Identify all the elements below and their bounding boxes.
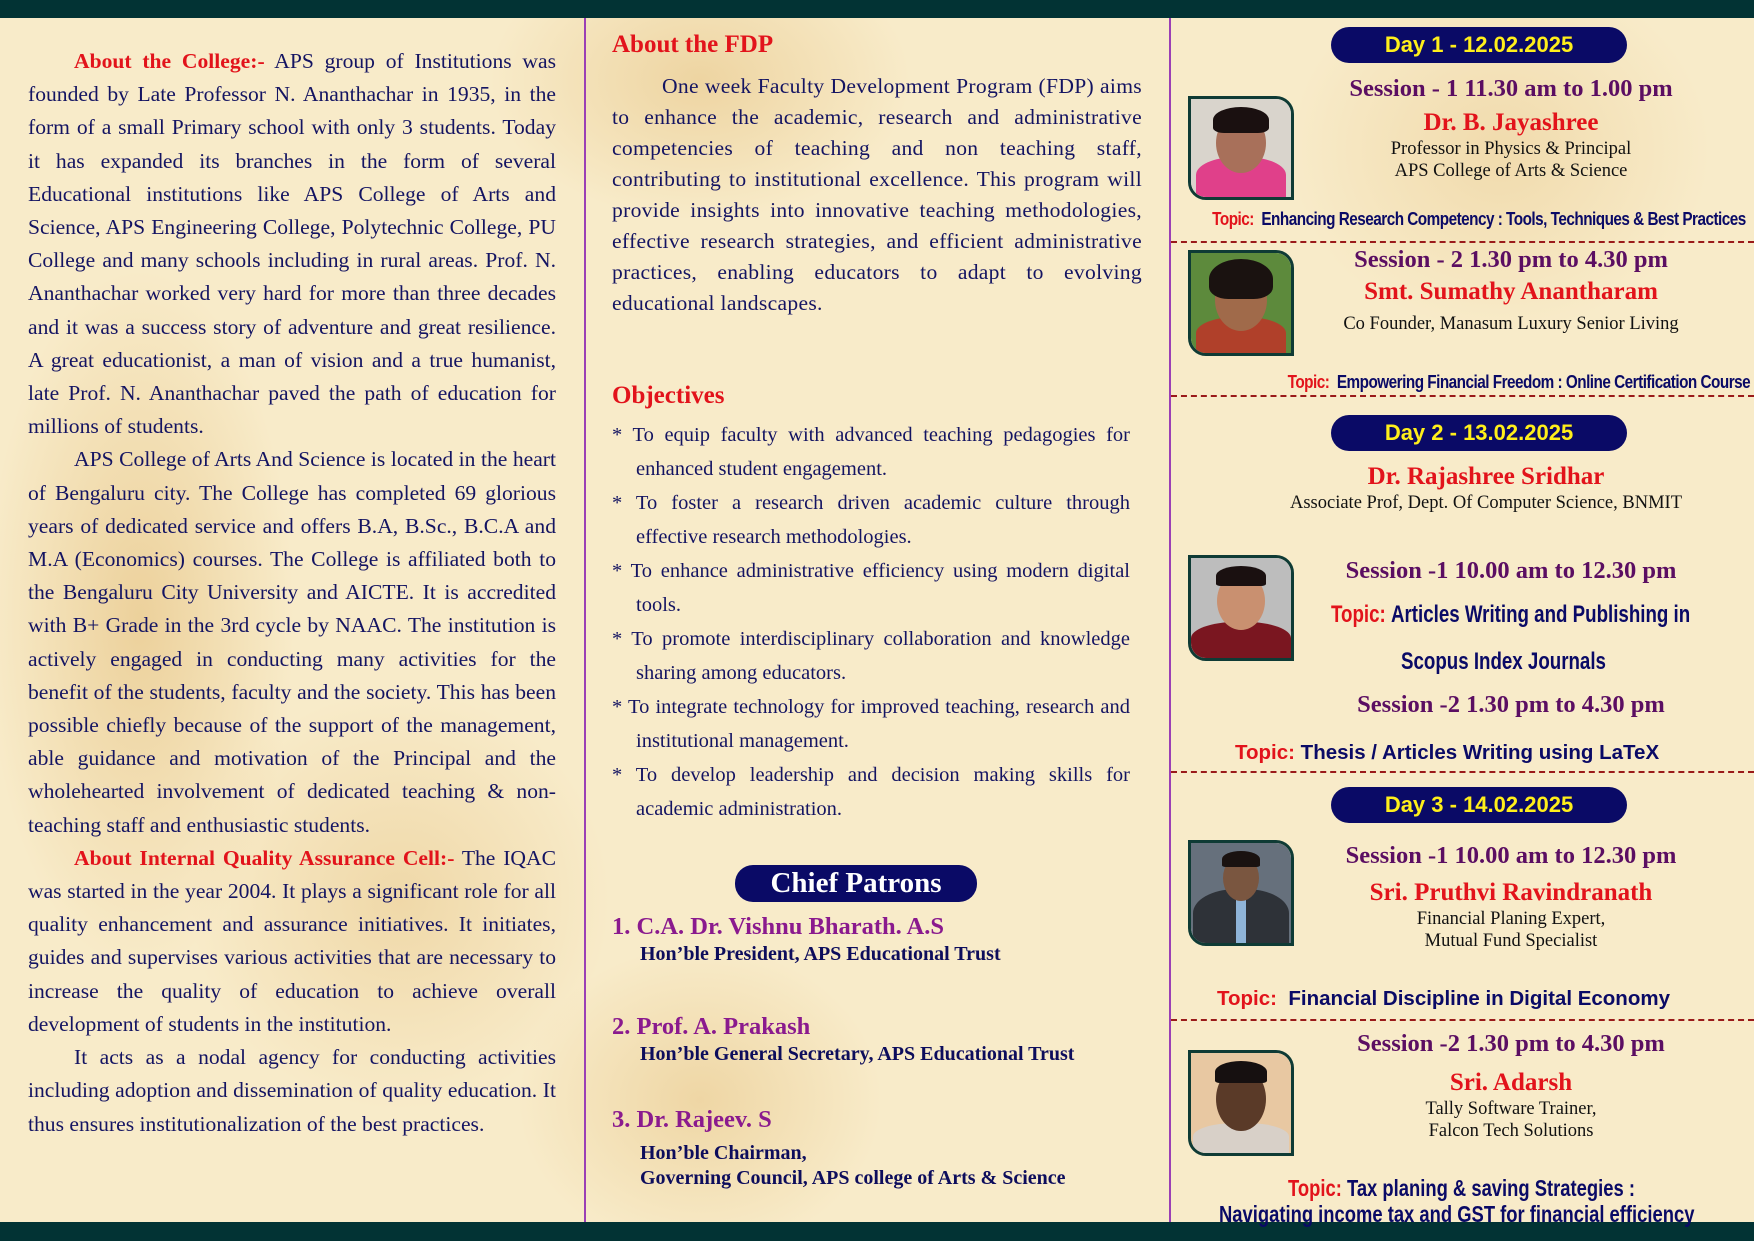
session-time: Session - 1 11.30 am to 1.00 pm: [1349, 75, 1673, 102]
day-3-badge: Day 3 - 14.02.2025: [1331, 787, 1627, 823]
session-time: Session -2 1.30 pm to 4.30 pm: [1357, 691, 1665, 718]
speaker-designation: Tally Software Trainer,: [1425, 1099, 1597, 1119]
patron-role-line2: Governing Council, APS college of Arts & Science: [640, 1167, 1066, 1189]
speaker-designation: Co Founder, Manasum Luxury Senior Living: [1343, 314, 1679, 334]
topic-text: Thesis / Articles Writing using LaTeX: [1300, 741, 1660, 764]
schedule-column: [1171, 18, 1754, 1227]
about-college-paragraph: [28, 45, 556, 443]
day2-session1: [1271, 556, 1751, 586]
day1-session2: [1271, 245, 1751, 335]
topic-label: Topic:: [1331, 601, 1386, 628]
about-college-text: [28, 45, 556, 1141]
section-divider: [1171, 771, 1754, 773]
topic-label: Topic:: [1212, 209, 1255, 229]
topic-label: Topic:: [1288, 1175, 1342, 1201]
patron-role: Hon’ble General Secretary, APS Educational Trust: [640, 1043, 1075, 1065]
about-college-body: APS group of Institutions was founded by Late Professor N. Ananthachar in 1935, in the form of a small Primary school with only 3 students. Today it has expanded its branches in the form of several Educational institutions like APS College of Arts and Science, APS Engineering College, Polytechnic College, PU College and many schools including in rural areas. Prof. N. Ananthachar worked very hard for more than three decades and it was a success story of adventure and great resilience. A great educationist, a man of vision and a true humanist, late Prof. N. Ananthachar paved the path of education for millions of students.: [28, 49, 557, 439]
day1-session1: [1271, 74, 1751, 182]
iqac-paragraph-2: It acts as a nodal agency for conducting activities including adoption and dissemination of quality education. It thus ensures institutionalization of the best practices.: [28, 1045, 556, 1136]
patron-name: 3. Dr. Rajeev. S: [612, 1106, 772, 1133]
day2-session2-topic: [1235, 741, 1659, 765]
section-divider: [1171, 395, 1754, 397]
about-column: [28, 18, 556, 1222]
session-time: Session -2 1.30 pm to 4.30 pm: [1357, 1030, 1665, 1057]
topic-text: Financial Discipline in Digital Economy: [1288, 987, 1670, 1010]
objective-item: * To enhance administrative efficiency using modern digital tools.: [612, 560, 1130, 616]
topic-text: Articles Writing and Publishing in: [1390, 601, 1691, 628]
topic-text: Tax planing & saving Strategies :: [1346, 1175, 1635, 1201]
about-iqac-heading: About Internal Quality Assurance Cell:-: [74, 845, 455, 870]
day2-session1-topic: [1331, 601, 1691, 629]
session-time: Session -1 10.00 am to 12.30 pm: [1345, 842, 1677, 869]
patron-name: 2. Prof. A. Prakash: [612, 1013, 811, 1040]
speaker-designation: Falcon Tech Solutions: [1428, 1121, 1594, 1141]
objective-item: * To promote interdisciplinary collaboration and knowledge sharing among educators.: [612, 628, 1130, 684]
topic-text: Empowering Financial Freedom : Online Certification Course: [1336, 372, 1750, 392]
speaker-designation: Associate Prof, Dept. Of Computer Science, BNMIT: [1289, 493, 1682, 513]
about-fdp-heading: About the FDP: [612, 31, 774, 58]
day3-session1-topic: [1217, 987, 1670, 1011]
speaker-designation: Financial Planing Expert,: [1416, 909, 1606, 929]
about-college-heading: About the College:-: [74, 49, 265, 73]
top-banner-bar: [0, 0, 1754, 18]
about-iqac-paragraph: [28, 842, 556, 1041]
objective-item: * To integrate technology for improved teaching, research and institutional management.: [612, 696, 1130, 752]
topic-text: Enhancing Research Competency : Tools, Techniques & Best Practices: [1261, 209, 1746, 229]
speaker-name: Sri. Adarsh: [1449, 1069, 1573, 1096]
day3-session2: [1271, 1029, 1751, 1142]
speaker-name: Smt. Sumathy Anantharam: [1364, 278, 1658, 305]
session-time: Session -1 10.00 am to 12.30 pm: [1345, 557, 1677, 584]
objective-item: * To develop leadership and decision making skills for academic administration.: [612, 764, 1130, 820]
patron-3: [612, 1105, 1142, 1191]
day2-speaker: [1231, 462, 1741, 514]
day3-session2-topic: [1288, 1175, 1635, 1202]
topic-label: Topic:: [1217, 987, 1277, 1010]
patron-2: [612, 1012, 1142, 1067]
objectives-list: [612, 418, 1130, 826]
session-time: Session - 2 1.30 pm to 4.30 pm: [1354, 246, 1668, 273]
day2-session2: [1271, 690, 1751, 720]
day3-session2-topic-line2: Navigating income tax and GST for financial efficiency: [1219, 1201, 1695, 1227]
about-fdp-text: One week Faculty Development Program (FDP) aims to enhance the academic, research and administrative competencies of teaching and non teaching staff, contributing to institutional excellence. This program will provide insights into innovative teaching methodologies, effective research strategies, and efficient administrative practices, enabling educators to adapt to evolving educational landscapes.: [612, 74, 1142, 315]
day-2-badge: Day 2 - 13.02.2025: [1331, 415, 1627, 451]
patron-role: Hon’ble President, APS Educational Trust: [640, 943, 1001, 965]
topic-label: Topic:: [1287, 372, 1330, 392]
day3-session1: [1271, 841, 1751, 952]
speaker-designation: Professor in Physics & Principal: [1390, 139, 1632, 159]
college-paragraph: APS College of Arts And Science is located in the heart of Bengaluru city. The College has completed 69 glorious years of dedicated service and offers B.A, B.Sc., B.C.A and M.A (Economics) courses. The College is affiliated both to the Bengaluru City University and AICTE. It is accredited with B+ Grade in the 3rd cycle by NAAC. The institution is actively engaged in conducting many activities for the benefit of the students, faculty and the society. This has been possible chiefly because of the support of the management, able guidance and motivation of the Principal and the wholehearted involvement of dedicated teaching & non-teaching staff and enthusiastic students.: [28, 447, 556, 837]
speaker-name: Dr. B. Jayashree: [1423, 109, 1599, 136]
fdp-column: [612, 18, 1142, 1222]
speaker-designation: APS College of Arts & Science: [1394, 161, 1628, 181]
objective-item: * To foster a research driven academic culture through effective research methodologies.: [612, 492, 1130, 548]
objective-item: * To equip faculty with advanced teaching pedagogies for enhanced student engagement.: [612, 424, 1130, 480]
patron-1: [612, 912, 1142, 967]
patron-role: Hon’ble Chairman,: [640, 1142, 807, 1164]
about-iqac-body: The IQAC was started in the year 2004. It plays a significant role for all quality enhancement and assurance initiatives. It initiates, guides and supervises various activities that are necessary to increase the quality of education to achieve overall development of students in the institution.: [28, 845, 556, 1036]
speaker-name: Sri. Pruthvi Ravindranath: [1369, 879, 1653, 906]
patron-name: 1. C.A. Dr. Vishnu Bharath. A.S: [612, 913, 944, 940]
topic-label: Topic:: [1235, 741, 1295, 764]
section-divider: [1171, 241, 1754, 243]
column-divider-left: [584, 18, 586, 1222]
day1-session1-topic: [1212, 209, 1746, 230]
objectives-heading: Objectives: [612, 382, 725, 409]
day-1-badge: Day 1 - 12.02.2025: [1331, 27, 1627, 63]
speaker-name: Dr. Rajashree Sridhar: [1367, 463, 1605, 490]
chief-patrons-heading: Chief Patrons: [735, 865, 977, 902]
section-divider: [1171, 1019, 1754, 1021]
day2-session1-topic-line2: Scopus Index Journals: [1401, 648, 1606, 675]
speaker-designation: Mutual Fund Specialist: [1424, 931, 1598, 951]
day1-session2-topic: [1287, 372, 1750, 393]
